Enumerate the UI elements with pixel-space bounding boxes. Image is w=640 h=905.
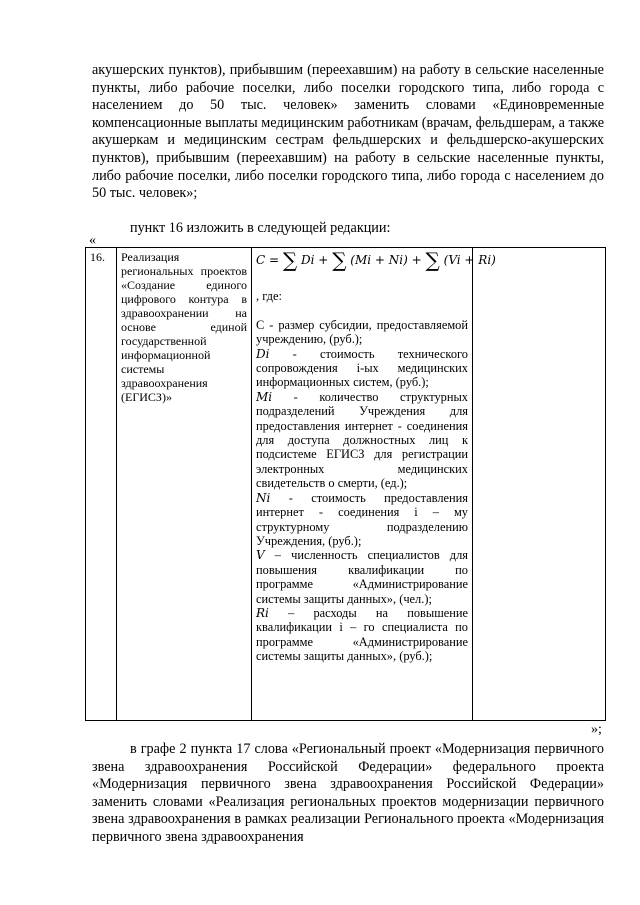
definition-text: – численность специалистов для повышения квалификации по программе «Администрирование системы защиты данных», (чел.); bbox=[256, 548, 468, 606]
row-number: 16. bbox=[90, 250, 105, 264]
paragraph-bottom: в графе 2 пункта 17 слова «Региональный проект «Модернизация первичного звена здравоохранения Российской Федерации» федерального проекта «Модернизация первичного звена здравоохранения Российской Федерации» заменить словами «Реализация региональных проектов модернизации первичного звена здравоохранения в рамках реализации Регионального проекта «Модернизация первичного звена здравоохранения bbox=[92, 741, 604, 845]
definition-item bbox=[256, 606, 468, 664]
item16-table bbox=[85, 247, 606, 721]
definition-symbol: Mi bbox=[256, 389, 273, 404]
table-row bbox=[86, 248, 606, 721]
row-number-cell bbox=[86, 248, 117, 721]
row-title: Реализация региональных проектов «Создание единого цифрового контура в здравоохранении на основе единой государственной информационной системы здравоохранения (ЕГИСЗ)» bbox=[121, 250, 247, 404]
empty-cell bbox=[473, 248, 606, 721]
sum-symbol: ∑ bbox=[332, 248, 347, 272]
definition-item bbox=[256, 318, 468, 347]
definition-text: - стоимость предоставления интернет - соединения i – му структурному подразделению Учреждения, (руб.); bbox=[256, 490, 468, 548]
where-label: , где: bbox=[256, 289, 282, 304]
definition-symbol: Di bbox=[256, 346, 270, 361]
definition-text: - стоимость технического сопровождения i-ых медицинских информационных систем, (руб.); bbox=[256, 346, 468, 390]
definition-symbol: С bbox=[256, 317, 265, 332]
definition-symbol: Ni bbox=[256, 490, 271, 505]
definition-text: - количество структурных подразделений Учреждения для предоставления интернет - соединения для доступа должностных лиц к подсистеме ЕГИСЗ для регистрации электронных медицинских свидетельств о смерти, (ед.); bbox=[256, 389, 468, 491]
plus-sign: + bbox=[318, 253, 329, 267]
definitions-list bbox=[256, 318, 468, 664]
sum-symbol: ∑ bbox=[282, 248, 298, 272]
definition-symbol: Ri bbox=[256, 605, 269, 620]
definition-item bbox=[256, 390, 468, 491]
plus-sign: + bbox=[411, 253, 422, 267]
definition-item bbox=[256, 548, 468, 606]
definition-text: – расходы на повышение квалификации i – го специалиста по программе «Администрирование системы защиты данных», (руб.); bbox=[256, 605, 468, 664]
definition-item bbox=[256, 347, 468, 390]
title-cell bbox=[117, 248, 252, 721]
formula-term-2: (Mi + Ni) bbox=[350, 253, 408, 267]
open-quote: « bbox=[89, 233, 96, 248]
subsidy-formula bbox=[256, 248, 496, 272]
formula-term-3: (Vi + Ri) bbox=[443, 253, 496, 267]
definition-text: - размер субсидии, предоставляемой учреждению, (руб.); bbox=[256, 317, 468, 347]
formula-cell bbox=[252, 248, 496, 721]
definition-symbol: V bbox=[256, 548, 265, 563]
definition-item bbox=[256, 491, 468, 549]
paragraph-top: акушерских пунктов), прибывшим (переехавшим) на работу в сельские населенные пункты, либо рабочие поселки, либо поселки городского типа, либо города с населением до 50 тыс. человек» заменить словами «Единовременные компенсационные выплаты медицинским работникам (врачам, фельдшерам, а также акушеркам и медицинским сестрам фельдшерских и фельдшерско-акушерских пунктов), прибывшим (переехавшим) на работу в сельские населенные пункты, либо рабочие поселки, либо поселки городского типа, либо города с населением до 50 тыс. человек»; bbox=[92, 62, 604, 202]
paragraph-item16: пункт 16 изложить в следующей редакции: bbox=[130, 220, 391, 236]
formula-term-1: Di bbox=[301, 253, 315, 267]
sum-symbol: ∑ bbox=[425, 248, 440, 272]
close-quote: »; bbox=[591, 722, 602, 737]
formula-lhs: C = bbox=[256, 253, 280, 267]
